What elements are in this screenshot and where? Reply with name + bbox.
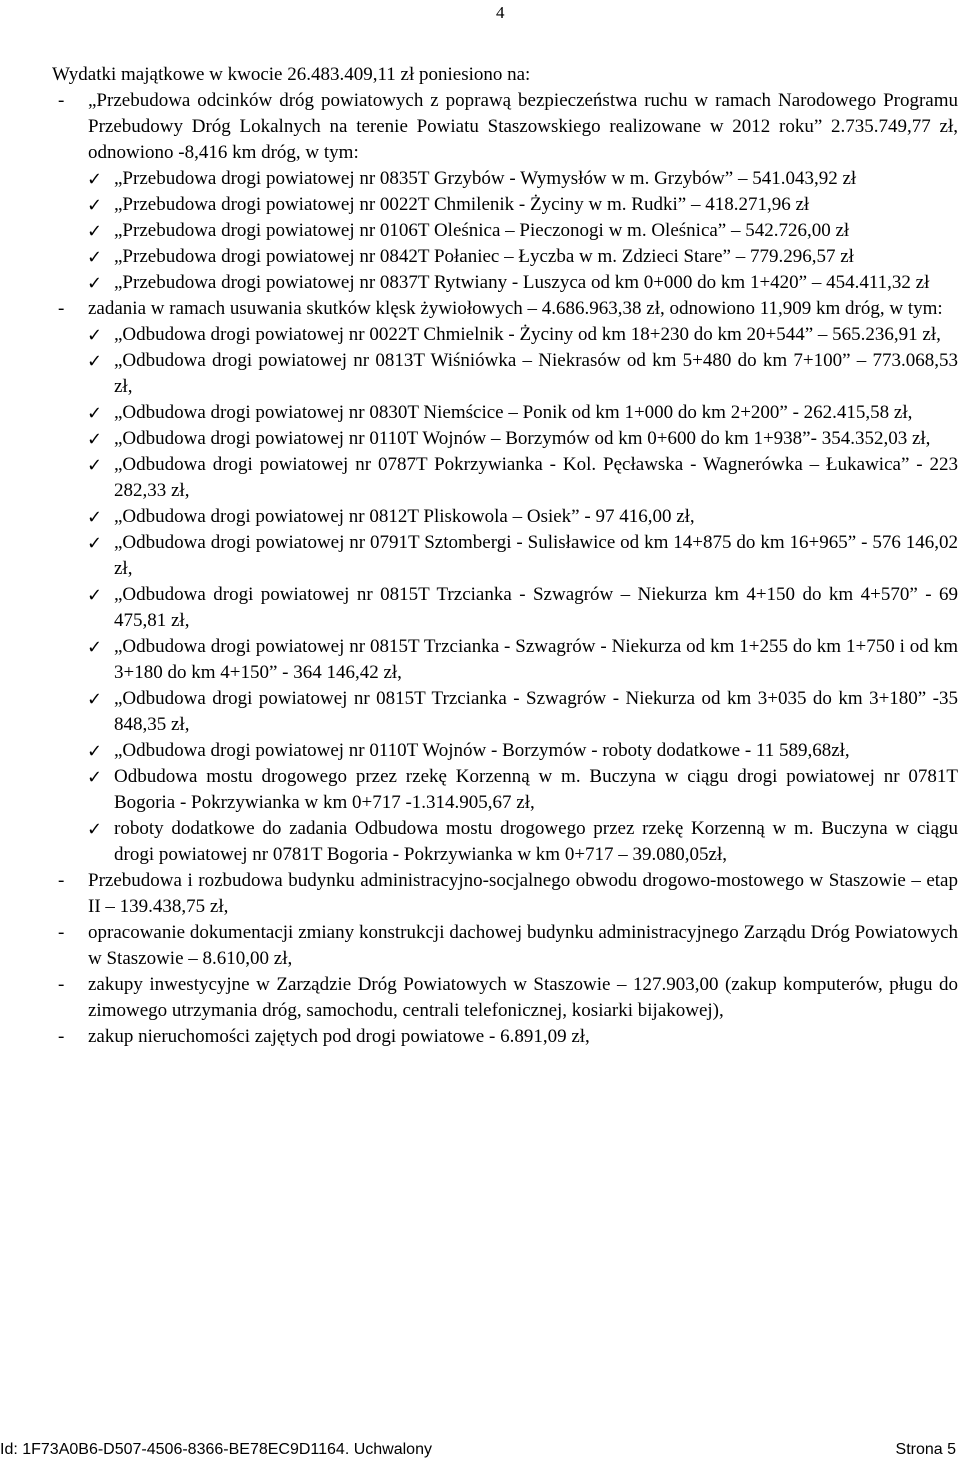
- checklist-item: [52, 218, 958, 244]
- checkmark-icon: ✓: [87, 507, 103, 528]
- checklist-item: [52, 322, 958, 348]
- checklist-item-text: „Odbudowa drogi powiatowej nr 0110T Wojnów – Borzymów od km 0+600 do km 1+938”- 354.352,03 zł,: [114, 428, 931, 449]
- dash-bullet: -: [58, 870, 65, 891]
- checkmark-icon: ✓: [87, 455, 103, 476]
- checklist-item-text: „Odbudowa drogi powiatowej nr 0791T Sztombergi - Sulisławice od km 14+875 do km 16+965” - 576 146,02 zł,: [114, 532, 958, 579]
- document-id: Id: 1F73A0B6-D507-4506-8366-BE78EC9D1164. Uchwalony: [0, 1441, 432, 1458]
- checkmark-icon: ✓: [87, 533, 103, 554]
- checklist-item: [52, 244, 958, 270]
- checkmark-icon: ✓: [87, 221, 103, 242]
- checklist-item: [52, 192, 958, 218]
- checklist-item: [52, 634, 958, 686]
- checklist-item: [52, 816, 958, 868]
- list-item: [52, 296, 958, 868]
- checkmark-icon: ✓: [87, 429, 103, 450]
- list-item-text: zadania w ramach usuwania skutków klęsk żywiołowych – 4.686.963,38 zł, odnowiono 11,909 km dróg, w tym:: [88, 298, 943, 319]
- checklist-item-text: „Przebudowa drogi powiatowej nr 0106T Oleśnica – Pieczonogi w m. Oleśnica” – 542.726,00 zł: [114, 220, 850, 241]
- checklist-item: [52, 582, 958, 634]
- checklist-item-text: „Odbudowa drogi powiatowej nr 0110T Wojnów - Borzymów - roboty dodatkowe - 11 589,68zł,: [114, 740, 850, 761]
- page-number: 4: [496, 3, 505, 22]
- list-item: [52, 1024, 958, 1050]
- checklist-item: [52, 426, 958, 452]
- checklist-item-text: „Odbudowa drogi powiatowej nr 0815T Trzcianka - Szwagrów - Niekurza od km 3+035 do km 3+180” -35 848,35 zł,: [114, 688, 958, 735]
- checklist-item: [52, 270, 958, 296]
- list-item: [52, 868, 958, 920]
- checkmark-icon: ✓: [87, 637, 103, 658]
- checklist-item: [52, 530, 958, 582]
- dash-bullet: -: [58, 298, 65, 319]
- checkmark-icon: ✓: [87, 689, 103, 710]
- checklist-item-text: „Odbudowa drogi powiatowej nr 0787T Pokrzywianka - Kol. Pęcławska - Wagnerówka – Łukawica” - 223 282,33 zł,: [114, 454, 958, 501]
- checklist-item: [52, 504, 958, 530]
- list-item: [52, 88, 958, 296]
- section-heading: Wydatki majątkowe w kwocie 26.483.409,11 zł poniesiono na:: [52, 64, 531, 85]
- checkmark-icon: ✓: [87, 273, 103, 294]
- checklist-roads-reconstruction: [52, 166, 958, 296]
- document-body: [52, 62, 958, 1050]
- checkmark-icon: ✓: [87, 819, 103, 840]
- checklist-item: [52, 764, 958, 816]
- checklist-item-text: „Przebudowa drogi powiatowej nr 0837T Rytwiany - Luszyca od km 0+000 do km 1+420” – 454.411,32 zł: [114, 272, 930, 293]
- checkmark-icon: ✓: [87, 195, 103, 216]
- checklist-item-text: „Przebudowa drogi powiatowej nr 0022T Chmilenik - Życiny w m. Rudki” – 418.271,96 zł: [114, 194, 810, 215]
- list-item-text: zakup nieruchomości zajętych pod drogi powiatowe - 6.891,09 zł,: [88, 1026, 590, 1047]
- list-item-text: opracowanie dokumentacji zmiany konstrukcji dachowej budynku administracyjnego Zarządu Dróg Powiatowych w Staszowie – 8.610,00 zł,: [88, 922, 958, 969]
- dash-bullet: -: [58, 974, 65, 995]
- checklist-item: [52, 166, 958, 192]
- checklist-item-text: Odbudowa mostu drogowego przez rzekę Korzenną w m. Buczyna w ciągu drogi powiatowej nr 0781T Bogoria - Pokrzywianka w km 0+717 -1.314.905,67 zł,: [114, 766, 958, 813]
- checklist-item-text: „Odbudowa drogi powiatowej nr 0830T Niemścice – Ponik od km 1+000 do km 2+200” - 262.415,58 zł,: [114, 402, 913, 423]
- checkmark-icon: ✓: [87, 351, 103, 372]
- checklist-item: [52, 400, 958, 426]
- dash-bullet: -: [58, 1026, 65, 1047]
- checkmark-icon: ✓: [87, 169, 103, 190]
- checklist-item-text: „Przebudowa drogi powiatowej nr 0835T Grzybów - Wymysłów w m. Grzybów” – 541.043,92 zł: [114, 168, 857, 189]
- expense-list: [52, 88, 958, 1050]
- checkmark-icon: ✓: [87, 767, 103, 788]
- checklist-item: [52, 738, 958, 764]
- checklist-item-text: „Odbudowa drogi powiatowej nr 0815T Trzcianka - Szwagrów - Niekurza od km 1+255 do km 1+750 i od km 3+180 do km 4+150” - 364 146,42 zł,: [114, 636, 958, 683]
- checkmark-icon: ✓: [87, 403, 103, 424]
- checklist-item-text: roboty dodatkowe do zadania Odbudowa mostu drogowego przez rzekę Korzenną w m. Buczyna w ciągu drogi powiatowej nr 0781T Bogoria - Pokrzywianka w km 0+717 – 39.080,05zł,: [114, 818, 958, 865]
- footer-page-number: Strona 5: [895, 1441, 956, 1458]
- checklist-item-text: „Odbudowa drogi powiatowej nr 0815T Trzcianka - Szwagrów – Niekurza km 4+150 do km 4+570” - 69 475,81 zł,: [114, 584, 958, 631]
- dash-bullet: -: [58, 922, 65, 943]
- checklist-item-text: „Przebudowa drogi powiatowej nr 0842T Połaniec – Łyczba w m. Zdzieci Stare” – 779.296,57 zł: [114, 246, 854, 267]
- checklist-item-text: „Odbudowa drogi powiatowej nr 0813T Wiśniówka – Niekrasów od km 5+480 do km 7+100” – 773.068,53 zł,: [114, 350, 958, 397]
- list-item-text: „Przebudowa odcinków dróg powiatowych z poprawą bezpieczeństwa ruchu w ramach Narodowego Programu Przebudowy Dróg Lokalnych na terenie Powiatu Staszowskiego realizowane w 2012 roku” 2.735.749,77 zł, odnowiono -8,416 km dróg, w tym:: [88, 90, 958, 163]
- list-item: [52, 972, 958, 1024]
- checkmark-icon: ✓: [87, 741, 103, 762]
- checklist-item-text: „Odbudowa drogi powiatowej nr 0812T Pliskowola – Osiek” - 97 416,00 zł,: [114, 506, 695, 527]
- checkmark-icon: ✓: [87, 585, 103, 606]
- checkmark-icon: ✓: [87, 247, 103, 268]
- list-item: [52, 920, 958, 972]
- dash-bullet: -: [58, 90, 65, 111]
- checklist-disaster-repairs: [52, 322, 958, 868]
- checklist-item-text: „Odbudowa drogi powiatowej nr 0022T Chmielnik - Życiny od km 18+230 do km 20+544” – 565.236,91 zł,: [114, 324, 941, 345]
- checklist-item: [52, 348, 958, 400]
- checkmark-icon: ✓: [87, 325, 103, 346]
- checklist-item: [52, 686, 958, 738]
- checklist-item: [52, 452, 958, 504]
- list-item-text: Przebudowa i rozbudowa budynku administracyjno-socjalnego obwodu drogowo-mostowego w Staszowie – etap II – 139.438,75 zł,: [88, 870, 958, 917]
- list-item-text: zakupy inwestycyjne w Zarządzie Dróg Powiatowych w Staszowie – 127.903,00 (zakup komputerów, pługu do zimowego utrzymania dróg, samochodu, centrali telefonicznej, kosiarki bijakowej),: [88, 974, 958, 1021]
